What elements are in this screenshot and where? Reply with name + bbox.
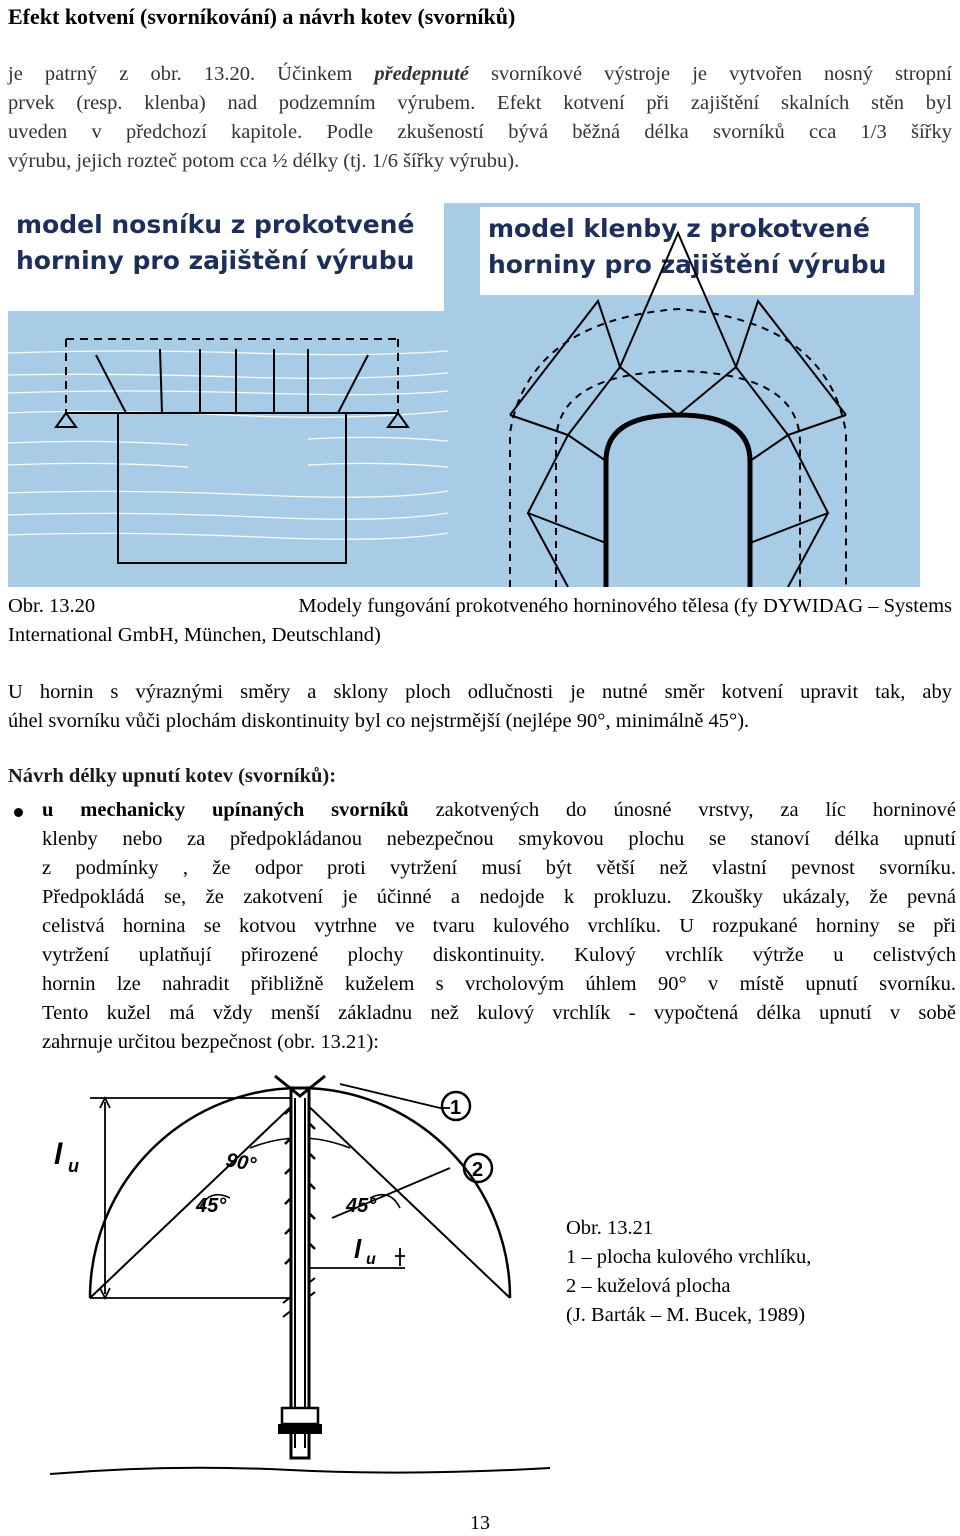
bullet-line-1: u mechanicky upínaných svorníků zakotvených do únosné vrstvy, za líc horninové (42, 799, 956, 821)
bullet-line-9: zahrnuje určitou bezpečnost (obr. 13.21): (42, 1031, 379, 1053)
paragraph-2 (8, 678, 952, 736)
emphasis-word: předepnuté (374, 63, 469, 85)
figure-right-title: model klenby z prokotvené horniny pro zajištění výrubu (480, 207, 914, 295)
page-header: Efekt kotvení (svorníkování) a návrh kotev (svorníků) (8, 4, 516, 29)
intro-line-1: je patrný z obr. 13.20. Účinkem předepnuté svorníkové výstroje je vytvořen nosný stropní (8, 63, 952, 85)
figure-13-20 (8, 203, 920, 587)
intro-line-3: uveden v předchozí kapitole. Podle zkušeností bývá běžná délka svorníků cca 1/3 šířky (8, 121, 952, 143)
bolt (275, 1076, 325, 1458)
bullet-text (42, 796, 956, 1057)
bullet-line-6: vytržení uplatňují přirozené plochy diskontinuity. Kulový vrchlík výtrže u celistvých (42, 944, 956, 966)
paragraph-2-line-1: U hornin s výraznými směry a sklony ploch odlučnosti je nutné směr kotvení upravit tak, aby (8, 681, 952, 703)
caption-text: Modely fungování prokotveného horninového tělesa (fy DYWIDAG – Systems (298, 595, 952, 617)
bullet-line-7: hornin lze nahradit přibližně kuželem s vrcholovým úhlem 90° v místě upnutí svorníku. (42, 973, 956, 995)
caption2-line-4: (J. Barták – M. Bucek, 1989) (566, 1304, 806, 1326)
figure-13-21-drawing (50, 1068, 550, 1488)
figure-label-lu-left: l (54, 1138, 63, 1171)
figure-left-title: model nosníku z prokotvené horniny pro zajištění výrubu (8, 203, 444, 311)
bullet-line-5: celistvá hornina se kotvou vytrhne ve tvaru kulového vrchlíku. U rozpukané horniny se při (42, 915, 956, 937)
svg-text:2: 2 (472, 1159, 484, 1181)
bolting-models-drawing (8, 203, 920, 587)
page-number: 13 (470, 1512, 490, 1534)
paragraph-2-line-2: úhel svorníku vůči plochám diskontinuity byl co nejstrmější (nejlépe 90°, minimálně 45°). (8, 710, 750, 732)
bullet-line-2: klenby nebo za předpokládanou nebezpečnou smykovou plochu se stanoví délka upnutí (42, 828, 956, 850)
figure-13-21-caption (566, 1214, 811, 1330)
figure-label-lu-left-sub: u (68, 1156, 79, 1176)
bullet-line-3: z podmínky , že odpor proti vytržení musí být větší než vlastní pevnost svorníku. (42, 857, 956, 879)
figure-angle-left: 45° (196, 1195, 227, 1217)
figure-angle-right: 45° (346, 1195, 377, 1217)
caption2-line-2: 1 – plocha kulového vrchlíku, (566, 1246, 812, 1268)
caption-line-2: International GmbH, München, Deutschland) (8, 624, 381, 646)
caption2-line-1: Obr. 13.21 (566, 1217, 654, 1239)
section-heading: Návrh délky upnutí kotev (svorníků): (8, 765, 337, 787)
caption2-line-3: 2 – kuželová plocha (566, 1275, 731, 1297)
caption-label: Obr. 13.20 (8, 595, 96, 617)
intro-paragraph (8, 60, 952, 176)
marker-2 (464, 1154, 492, 1182)
figure-label-lu-mid: l (354, 1234, 362, 1264)
figure-label-lu-mid-sub: u (366, 1251, 376, 1268)
intro-line-2: prvek (resp. klenba) nad podzemním výrubem. Efekt kotvení při zajištění skalních stěn byl (8, 92, 952, 114)
bullet-line-4: Předpokládá se, že zakotvení je účinné a nedojde k prokluzu. Zkoušky ukázaly, že pevná (42, 886, 956, 908)
svg-text:1: 1 (450, 1097, 462, 1119)
bullet-line-8: Tento kužel má vždy menší základnu než kulový vrchlík - vypočtená délka upnutí v sobě (42, 1002, 956, 1024)
figure-angle-top: 90° (224, 1149, 258, 1177)
intro-line-4: výrubu, jejich rozteč potom cca ½ délky (tj. 1/6 šířky výrubu). (8, 150, 520, 172)
figure-13-20-caption (8, 592, 952, 650)
bullet-dot-icon (14, 808, 23, 817)
marker-1 (442, 1092, 470, 1120)
